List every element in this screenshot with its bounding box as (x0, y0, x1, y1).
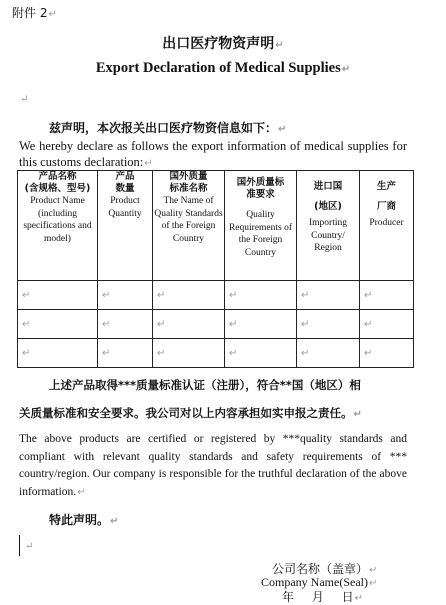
table-cell[interactable]: ↵ (225, 310, 297, 339)
table-cell[interactable]: ↵ (98, 339, 153, 368)
table-cell[interactable]: ↵ (360, 281, 414, 310)
table-cell[interactable]: ↵ (98, 281, 153, 310)
table-row (18, 281, 414, 310)
declaration-chinese: 兹声明，本次报关出口医疗物资信息如下：↵ (49, 121, 287, 135)
table-cell[interactable]: ↵ (297, 281, 360, 310)
company-name-seal-english: Company Name(Seal)↵ (261, 575, 378, 589)
header-importing-country: 进口国 (地区) Importing Country/ Region (297, 171, 360, 281)
certification-chinese-line1: 上述产品取得***质量标准认证（注册），符合**国（地区）相 (49, 378, 361, 392)
text-cursor (19, 535, 20, 556)
certification-chinese-line2: 关质量标准和安全要求。我公司对以上内容承担如实申报之责任。↵ (19, 406, 362, 420)
table-header-row (18, 171, 414, 281)
declaration-english: We hereby declare as follows the export information of medical supplies for this customs declaration:↵ (19, 139, 407, 169)
declaration-table (17, 170, 414, 368)
table-cell[interactable]: ↵ (153, 339, 225, 368)
header-quality-requirements: 国外质量标 准要求 Quality Requirements of the Foreign Country (225, 171, 297, 281)
header-product-quantity: 产品 数量 Product Quantity (98, 171, 153, 281)
paragraph-mark: ↵ (20, 94, 29, 105)
header-quality-standard-name: 国外质量 标准名称 The Name of Quality Standards of the Foreign Country (153, 171, 225, 281)
table-row (18, 339, 414, 368)
certification-english: The above products are certified or registered by ***quality standards and compliant with relevant quality standards and safety requirements of *** country/region. Our company is responsible for the truthful declaration of the above information.↵ (19, 433, 407, 498)
table-cell[interactable]: ↵ (297, 310, 360, 339)
date-line: 年 月 日↵ (282, 590, 364, 604)
attachment-label: 附件 2↵ (12, 6, 57, 20)
table-cell[interactable]: ↵ (297, 339, 360, 368)
table-cell[interactable]: ↵ (18, 310, 98, 339)
table-cell[interactable]: ↵ (18, 339, 98, 368)
table-cell[interactable]: ↵ (225, 281, 297, 310)
header-producer: 生产 厂商 Producer (360, 171, 414, 281)
hereby-declared: 特此声明。↵ (49, 513, 119, 527)
table-cell[interactable]: ↵ (153, 281, 225, 310)
table-cell[interactable]: ↵ (18, 281, 98, 310)
table-cell[interactable]: ↵ (360, 310, 414, 339)
table-cell[interactable]: ↵ (98, 310, 153, 339)
table-cell[interactable]: ↵ (153, 310, 225, 339)
header-product-name: 产品名称 (含规格、型号) Product Name (including specifications and model) (18, 171, 98, 281)
company-name-seal-chinese: 公司名称（盖章）↵ (272, 562, 378, 576)
table-row (18, 310, 414, 339)
title-english: Export Declaration of Medical Supplies↵ (95, 60, 351, 76)
table-cell[interactable]: ↵ (225, 339, 297, 368)
paragraph-mark: ↵ (25, 541, 34, 552)
table-cell[interactable]: ↵ (360, 339, 414, 368)
title-chinese: 出口医疗物资声明↵ (162, 36, 284, 52)
